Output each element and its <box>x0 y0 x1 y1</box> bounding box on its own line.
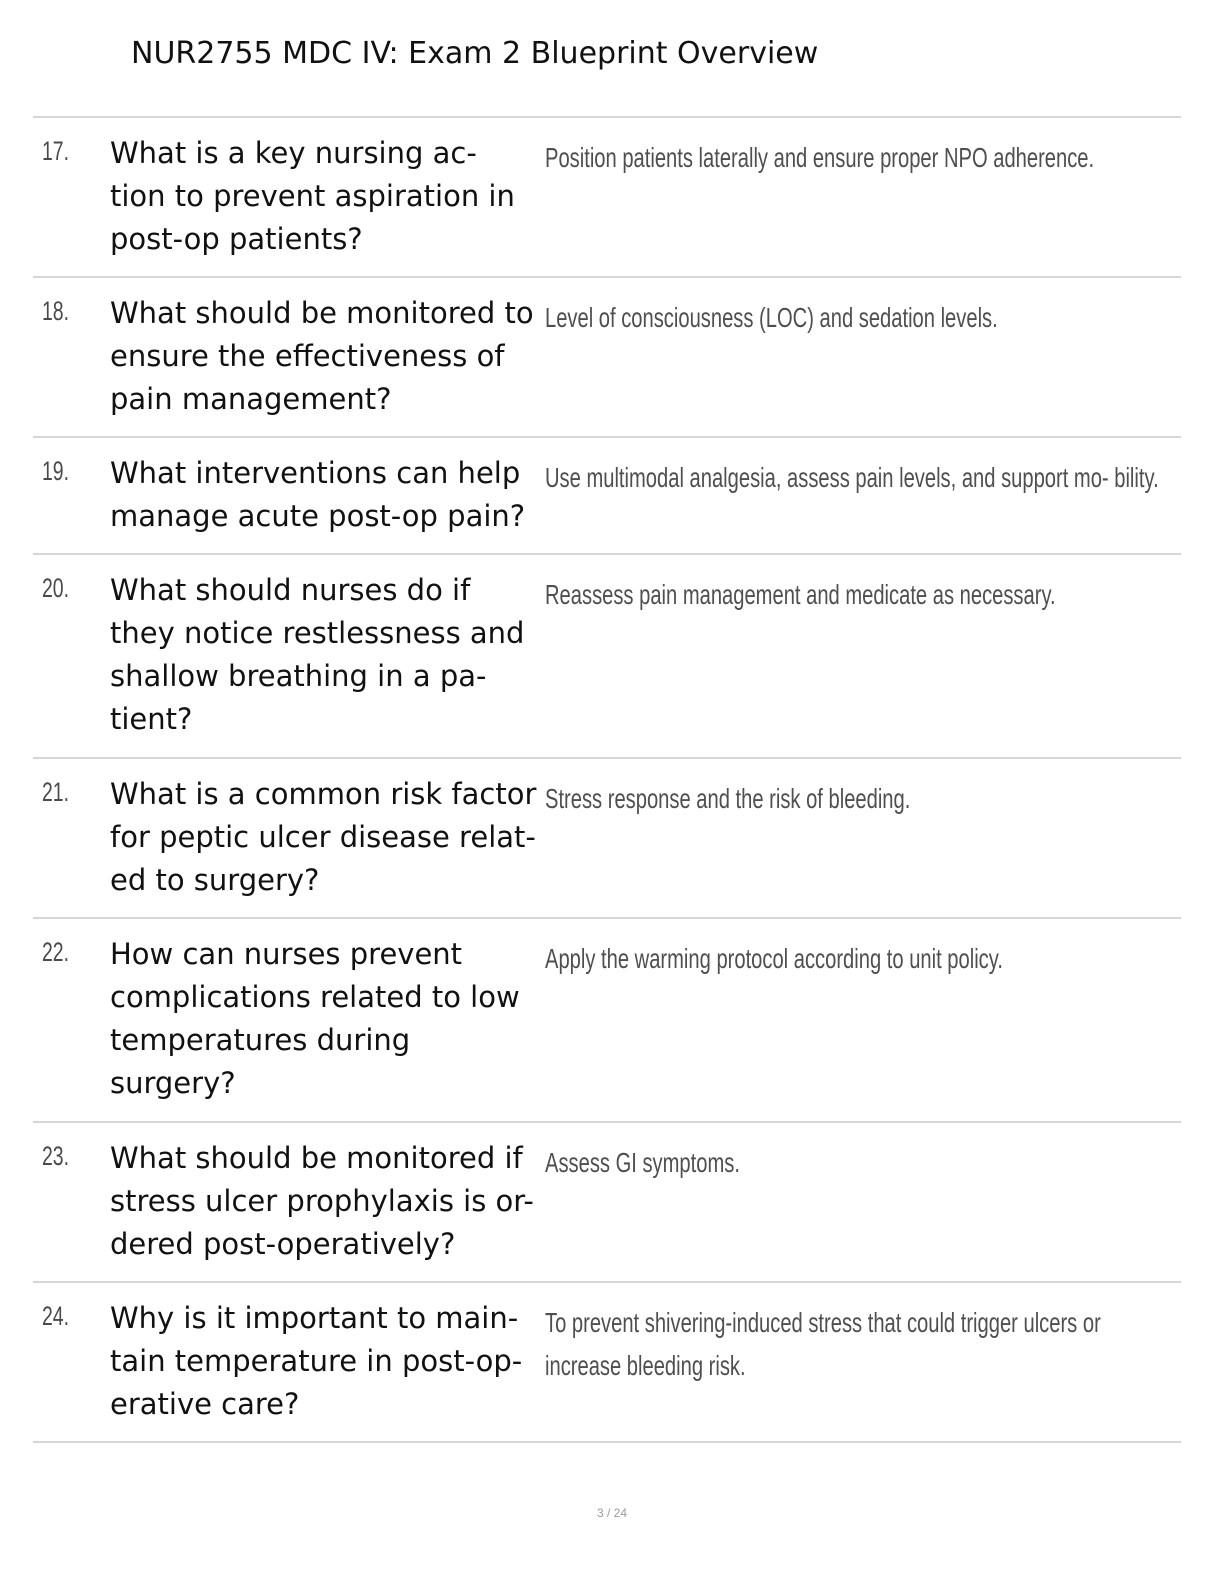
table-row <box>33 919 1181 1123</box>
question-text: What interventions can help manage acute post-op pain? <box>110 456 526 533</box>
page-number: 3 / 24 <box>596 1506 628 1520</box>
table-row <box>33 1123 1181 1283</box>
answer-text: Reassess pain management and medicate as necessary. <box>545 579 1056 610</box>
question-number: 19. <box>42 456 70 486</box>
question-text: What should nurses do if they notice restlessness and shallow breathing in a pa- tient? <box>110 573 525 736</box>
answer-text: Assess GI symptoms. <box>545 1147 740 1178</box>
question-text: What should be monitored if stress ulcer prophylaxis is or- dered post-operatively? <box>110 1141 534 1261</box>
table-row <box>33 1283 1181 1443</box>
question-text: Why is it important to main- tain temperature in post-op- erative care? <box>110 1301 523 1421</box>
question-text: How can nurses prevent complications related to low temperatures during surgery? <box>110 937 520 1100</box>
table-row <box>33 438 1181 555</box>
question-text: What is a common risk factor for peptic ulcer disease relat- ed to surgery? <box>110 777 537 897</box>
answer-text: Position patients laterally and ensure proper NPO adherence. <box>545 142 1095 173</box>
table-row <box>33 555 1181 759</box>
page-title: NUR2755 MDC IV: Exam 2 Blueprint Overview <box>131 36 819 71</box>
answer-text: Use multimodal analgesia, assess pain levels, and support mo- bility. <box>545 462 1159 493</box>
question-number: 21. <box>42 777 70 807</box>
table-row <box>33 759 1181 919</box>
question-number: 23. <box>42 1141 70 1171</box>
answer-text: Level of consciousness (LOC) and sedation levels. <box>545 302 998 333</box>
question-number: 20. <box>42 573 70 603</box>
question-text: What is a key nursing ac- tion to prevent aspiration in post-op patients? <box>110 136 515 256</box>
answer-text: To prevent shivering-induced stress that could trigger ulcers or increase bleeding risk. <box>545 1307 1101 1381</box>
question-number: 17. <box>42 136 70 166</box>
qa-table <box>33 116 1181 1443</box>
table-row <box>33 278 1181 438</box>
answer-text: Apply the warming protocol according to unit policy. <box>545 943 1003 974</box>
table-row <box>33 118 1181 278</box>
question-number: 22. <box>42 937 70 967</box>
question-number: 18. <box>42 296 70 326</box>
question-number: 24. <box>42 1301 70 1331</box>
answer-text: Stress response and the risk of bleeding. <box>545 783 911 814</box>
question-text: What should be monitored to ensure the effectiveness of pain management? <box>110 296 534 416</box>
